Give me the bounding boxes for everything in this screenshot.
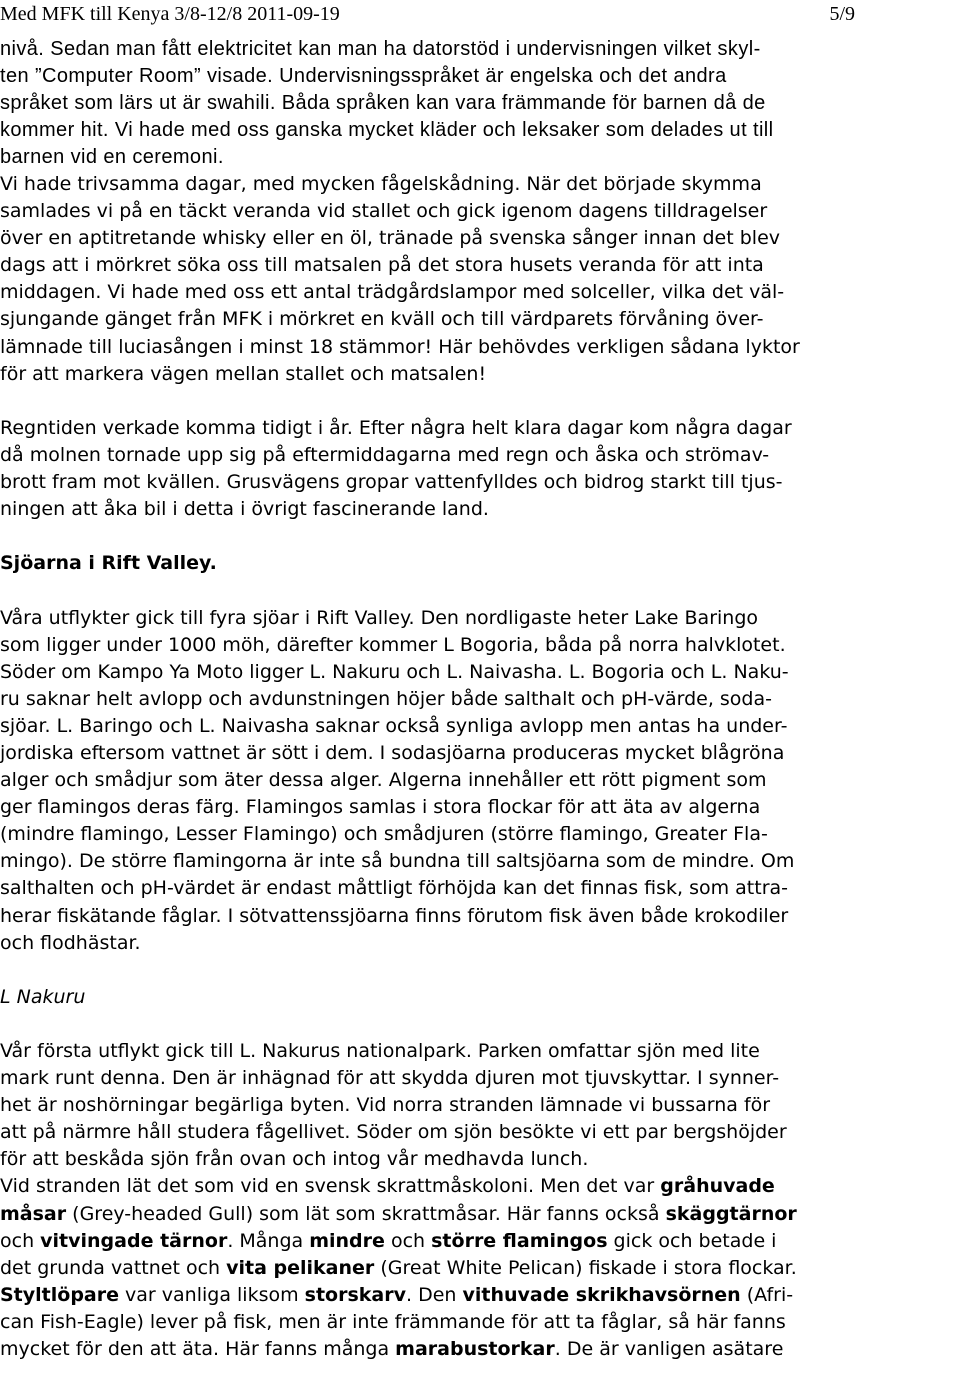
text-line: [0, 1201, 960, 1228]
text-line: middagen. Vi hade med oss ett antal trädgårdslampor med solceller, vilka det väl-: [0, 281, 785, 304]
text-line: sjöar. L. Baringo och L. Naivasha saknar också synliga avlopp men antas ha under-: [0, 714, 788, 737]
paragraph-gap: [0, 388, 960, 415]
text-line: för att beskåda sjön från ovan och intog vår medhavda lunch.: [0, 1148, 589, 1171]
text-run: (Grey-headed Gull) som lät som skrattmåsar. Här fanns också: [66, 1202, 666, 1225]
bird-name-bold: vita pelikaner: [226, 1256, 375, 1279]
text-line: salthalten och pH-värdet är endast måttligt förhöjda kan det finnas fisk, som attra-: [0, 877, 788, 900]
text-line: mark runt denna. Den är inhägnad för att skydda djuren mot tjuvskyttar. I synner-: [0, 1067, 780, 1090]
text-run: När det började skymma: [520, 173, 762, 195]
bird-name-bold: marabustorkar: [395, 1338, 555, 1361]
text-run: . Många: [227, 1229, 310, 1252]
text-line: ningen att åka bil i detta i övrigt fascinerande land.: [0, 498, 489, 521]
paragraph-rain: [0, 415, 960, 523]
paragraph-lakes: [0, 605, 960, 957]
text-line: brott fram mot kvällen. Grusvägens gropar vattenfylldes och bidrog starkt till tjus-: [0, 471, 783, 494]
page-number: 5/9: [829, 3, 855, 25]
paragraph-gap: [0, 523, 960, 550]
bird-name-bold: Styltlöpare: [0, 1283, 119, 1306]
bird-name-bold: storskarv: [304, 1283, 406, 1306]
bird-name-bold: större flamingos: [431, 1229, 608, 1252]
text-line: ger flamingos deras färg. Flamingos samlas i stora flockar för att äta av algerna: [0, 796, 761, 819]
text-run: och: [0, 1229, 41, 1252]
paragraph-gap: [0, 957, 960, 984]
text-line: [0, 1255, 960, 1282]
text-line: herar fiskätande fåglar. I sötvattenssjöarna finns förutom fisk även både krokodiler: [0, 904, 789, 927]
paragraph-birds: [0, 1173, 960, 1363]
text-line: alger och smådjur som äter dessa alger. Algerna innehåller ett rött pigment som: [0, 769, 767, 792]
text-run: (Great White Pelican) fiskade i stora flockar.: [374, 1256, 797, 1279]
bird-name-bold: gråhuvade: [660, 1175, 775, 1198]
paragraph-nakuru-park: [0, 1038, 960, 1173]
text-line: att på närmre håll studera fågellivet. Söder om sjön besökte vi ett par bergshöjder: [0, 1121, 787, 1144]
text-line: och flodhästar.: [0, 931, 141, 954]
text-line: som ligger under 1000 möh, därefter kommer L Bogoria, båda på norra halvklotet.: [0, 633, 786, 656]
text-run: och: [384, 1229, 432, 1252]
section-heading-rift-valley: Sjöarna i Rift Valley.: [0, 552, 217, 575]
text-line: för att markera vägen mellan stallet och matsalen!: [0, 362, 487, 385]
text-line: kommer hit. Vi hade med oss ganska mycket kläder och leksaker som delades ut till: [0, 119, 774, 141]
text-line: språket som lärs ut är swahili. Båda språken kan vara främmande för barnen då de: [0, 92, 766, 114]
text-line: [0, 1228, 960, 1255]
text-line: barnen vid en ceremoni.: [0, 146, 224, 168]
paragraph-gap: [0, 577, 960, 604]
text-line: [0, 171, 960, 198]
text-line: Regntiden verkade komma tidigt i år. Efter några helt klara dagar kom några dagar: [0, 416, 792, 439]
text-line: då molnen tornade upp sig på eftermiddagarna med regn och åska och strömav-: [0, 443, 770, 466]
text-line: (mindre flamingo, Lesser Flamingo) och smådjuren (större flamingo, Greater Fla-: [0, 823, 768, 846]
text-line: nivå. Sedan man fått elektricitet kan man ha datorstöd i undervisningen vilket skyl-: [0, 38, 761, 60]
text-line: dags att i mörkret söka oss till matsalen på det stora husets veranda för att inta: [0, 254, 764, 277]
text-line: lämnade till luciasången i minst 18 stämmor! Här behövdes verkligen sådana lyktor: [0, 335, 800, 358]
text-run: Vid stranden lät det som vid en svensk skrattmåskoloni. Men det var: [0, 1175, 661, 1198]
text-run: mycket för den att äta. Här fanns många: [0, 1338, 396, 1361]
text-line: samlades vi på en täckt veranda vid stallet och gick igenom dagens tilldragelser: [0, 200, 768, 223]
text-run: var vanliga liksom: [119, 1283, 305, 1306]
text-line: can Fish-Eagle) lever på fisk, men är inte främmande för att ta fåglar, så här fanns: [0, 1310, 786, 1333]
text-line: Söder om Kampo Ya Moto ligger L. Nakuru och L. Naivasha. L. Bogoria och L. Naku-: [0, 660, 789, 683]
section-heading-nakuru: L Nakuru: [0, 985, 86, 1008]
text-line: över en aptitretande whisky eller en öl, tränade på svenska sånger innan det blev: [0, 227, 781, 250]
text-line: Våra utflykter gick till fyra sjöar i Rift Valley. Den nordligaste heter Lake Baringo: [0, 606, 759, 629]
text-run: (Afri-: [740, 1283, 794, 1306]
paragraph-gap: [0, 1011, 960, 1038]
text-line: jordiska eftersom vattnet är sött i dem. I sodasjöarna produceras mycket blågröna: [0, 741, 785, 764]
paragraph-school: [0, 36, 960, 171]
text-line: sjungande gänget från MFK i mörkret en kväll och till värdparets förvåning över-: [0, 308, 764, 331]
text-line: ten ”Computer Room” visade. Undervisningsspråket är engelska och det andra: [0, 65, 727, 87]
bird-name-bold: vithuvade skrikhavsörnen: [462, 1283, 741, 1306]
text-line: het är noshörningar begärliga byten. Vid norra stranden lämnade vi bussarna för: [0, 1094, 771, 1117]
text-run: . Den: [405, 1283, 463, 1306]
text-line: mingo). De större flamingorna är inte så bundna till saltsjöarna som de mindre. Om: [0, 850, 795, 873]
paragraph-days: [0, 171, 960, 388]
text-run: . De är vanligen asätare: [554, 1338, 784, 1361]
text-run: gick och betade i: [607, 1229, 777, 1252]
bird-name-bold: vitvingade tärnor: [40, 1229, 228, 1252]
text-line: ru saknar helt avlopp och avdunstningen höjer både salthalt och pH-värde, soda-: [0, 687, 772, 710]
text-line: [0, 1173, 960, 1200]
text-run: Vi hade trivsamma dagar, med mycken fågelskådning.: [0, 173, 521, 195]
text-line: [0, 1282, 960, 1309]
bird-name-bold: måsar: [0, 1202, 67, 1225]
bird-name-bold: mindre: [309, 1229, 385, 1252]
header-title: Med MFK till Kenya 3/8-12/8 2011-09-19: [0, 3, 340, 25]
text-run: det grunda vattnet och: [0, 1256, 227, 1279]
bird-name-bold: skäggtärnor: [665, 1202, 797, 1225]
document-body: [0, 36, 960, 1363]
text-line: Vår första utflykt gick till L. Nakurus nationalpark. Parken omfattar sjön med lite: [0, 1040, 760, 1062]
text-line: [0, 1336, 960, 1363]
